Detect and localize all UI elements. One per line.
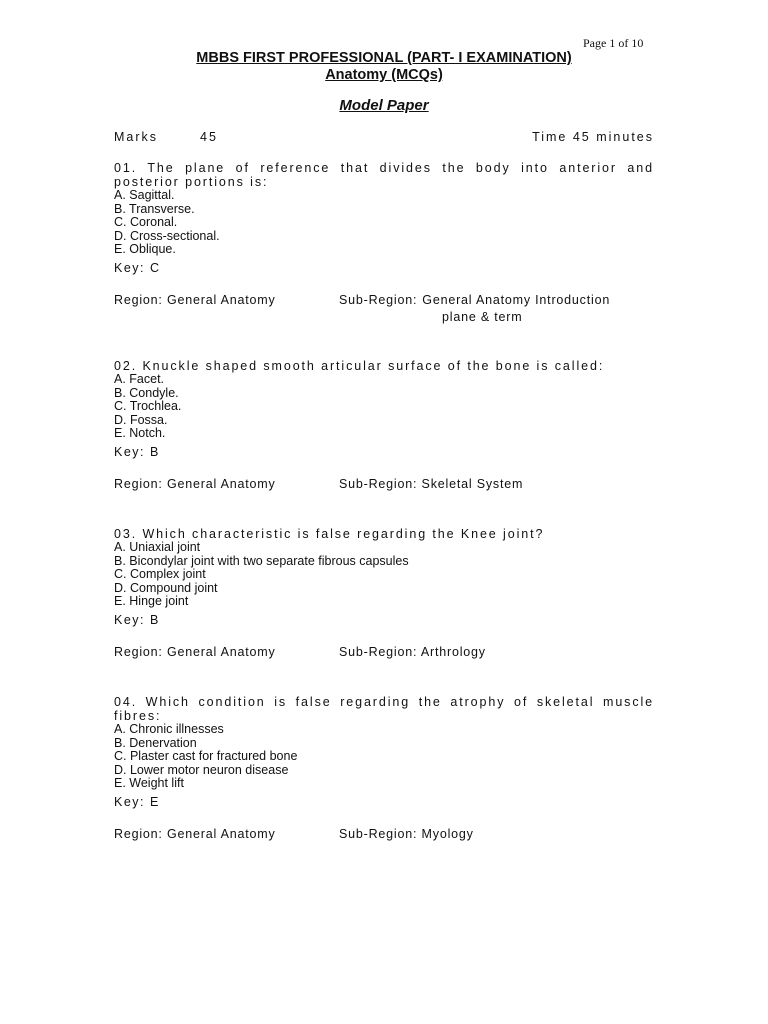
subregion: Sub-Region: Myology xyxy=(339,826,474,841)
region-row xyxy=(114,476,654,493)
option-d: D. Lower motor neuron disease xyxy=(114,762,289,777)
question-2 xyxy=(114,359,654,493)
marks-value: 45 xyxy=(200,130,218,144)
option-e: E. Hinge joint xyxy=(114,594,189,608)
question-stem: 01. The plane of reference that divides the body into anterior and posterior portions is: xyxy=(114,161,654,189)
option-b: B. Condyle. xyxy=(114,385,179,400)
question-stem: 03. Which characteristic is false regarding the Knee joint? xyxy=(114,527,545,541)
option-a: A. Sagittal. xyxy=(114,188,175,202)
option-d: D. Compound joint xyxy=(114,580,218,595)
option-e: E. Oblique. xyxy=(114,242,176,256)
option-d: D. Fossa. xyxy=(114,412,168,427)
question-3 xyxy=(114,527,654,661)
option-a: A. Facet. xyxy=(114,372,165,386)
region-row xyxy=(114,292,654,309)
question-stem: 04. Which condition is false regarding the atrophy of skeletal muscle fibres: xyxy=(114,695,654,723)
model-paper-title: Model Paper xyxy=(339,97,429,114)
subregion xyxy=(339,292,654,309)
answer-key: Key: B xyxy=(114,612,160,627)
region: Region: General Anatomy xyxy=(114,826,276,841)
answer-key: Key: E xyxy=(114,794,160,809)
region: Region: General Anatomy xyxy=(114,292,276,307)
marks-label: Marks xyxy=(114,130,159,144)
subregion: Sub-Region: Skeletal System xyxy=(339,476,524,491)
option-e: E. Weight lift xyxy=(114,776,184,790)
option-b: B. Transverse. xyxy=(114,201,195,216)
subregion-value: General Anatomy Introduction xyxy=(422,292,611,307)
option-c: C. Plaster cast for fractured bone xyxy=(114,749,298,763)
subregion-value-continued: plane & term xyxy=(442,309,523,324)
option-c: C. Trochlea. xyxy=(114,399,182,413)
option-c: C. Coronal. xyxy=(114,215,178,229)
question-4 xyxy=(114,695,654,843)
subregion-label: Sub-Region: xyxy=(339,292,418,307)
question-1 xyxy=(114,161,654,326)
region-row xyxy=(114,644,654,661)
exam-title: MBBS FIRST PROFESSIONAL (PART- I EXAMINATION) xyxy=(196,50,572,66)
marks-time-row xyxy=(114,130,654,144)
region: Region: General Anatomy xyxy=(114,476,276,491)
option-c: C. Complex joint xyxy=(114,567,206,581)
subregion: Sub-Region: Arthrology xyxy=(339,644,486,659)
time-info: Time 45 minutes xyxy=(532,130,654,144)
subject-title: Anatomy (MCQs) xyxy=(325,67,443,83)
marks-info xyxy=(114,130,218,144)
question-stem: 02. Knuckle shaped smooth articular surface of the bone is called: xyxy=(114,359,605,373)
option-d: D. Cross-sectional. xyxy=(114,228,220,243)
region: Region: General Anatomy xyxy=(114,644,276,659)
answer-key: Key: B xyxy=(114,444,160,459)
page-number: Page 1 of 10 xyxy=(583,36,644,50)
option-b: B. Denervation xyxy=(114,735,197,750)
option-a: A. Chronic illnesses xyxy=(114,722,224,736)
region-row xyxy=(114,826,654,843)
option-e: E. Notch. xyxy=(114,426,166,440)
answer-key: Key: C xyxy=(114,260,161,275)
option-b: B. Bicondylar joint with two separate fibrous capsules xyxy=(114,553,409,568)
option-a: A. Uniaxial joint xyxy=(114,540,201,554)
